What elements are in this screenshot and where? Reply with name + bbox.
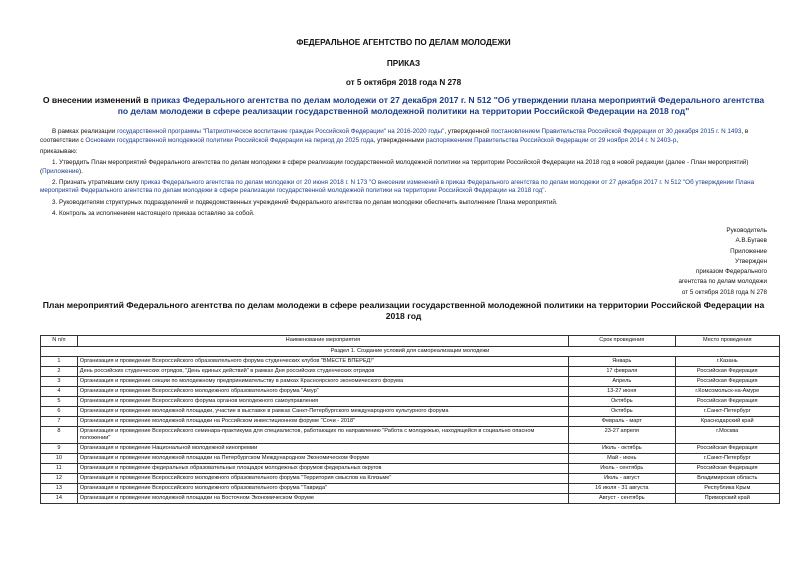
doc-date-number: от 5 октября 2018 года N 278 — [345, 78, 462, 87]
plan-title: План мероприятий Федерального агентства по делам молодежи в сфере реализации государственной молодежной политики на территории Российской Федерации на 2018 год — [42, 300, 765, 321]
approved-label: Утвержден — [734, 257, 767, 265]
row-date: 16 июля - 31 августа — [569, 484, 675, 494]
row-number: 11 — [41, 464, 78, 474]
row-place: Российская Федерация — [675, 377, 780, 387]
row-event-name: Организация и проведение секции по молодежному предпринимательству в рамках Красноярского экономического форума — [77, 377, 568, 387]
row-number: 7 — [41, 417, 78, 427]
item-2-text: 2. Признать утратившим силу — [52, 178, 141, 186]
row-event-name: Организация и проведение Всероссийского молодежного образовательного форума "Территория смыслов на Клязьме" — [77, 474, 568, 484]
table-row — [41, 387, 780, 397]
approved-by-date: от 5 октября 2018 года N 278 — [681, 288, 767, 296]
preamble-text-3: , в соответствии с — [40, 128, 749, 144]
row-number: 2 — [41, 367, 78, 377]
row-number: 10 — [41, 454, 78, 464]
row-place: г.Казань — [675, 357, 780, 367]
table-row — [41, 417, 780, 427]
table-row — [41, 494, 780, 504]
row-place: Приморский край — [675, 494, 780, 504]
doc-type-heading: ПРИКАЗ — [386, 59, 421, 68]
row-number: 1 — [41, 357, 78, 367]
approved-by-line-2: агентства по делам молодежи — [678, 278, 767, 286]
table-row — [41, 444, 780, 454]
preamble-text-2: , утвержденной — [444, 128, 492, 135]
item-2-end: . — [544, 187, 547, 195]
row-event-name: День российских студенческих отрядов, "День единых действий" в рамках Дня российских студенческих отрядов — [77, 367, 568, 377]
row-number: 3 — [41, 377, 78, 387]
row-number: 4 — [41, 387, 78, 397]
row-place: г.Комсомольск-на-Амуре — [675, 387, 780, 397]
preamble-link-program[interactable]: государственной программы "Патриотическое воспитание граждан Российской Федерации" на 2016-2020 годы" — [117, 128, 445, 135]
row-place: Республика Крым — [675, 484, 780, 494]
item-1-end: ). — [79, 167, 83, 175]
preamble-link-decree[interactable]: распоряжением Правительства Российской Федерации от 29 ноября 2014 г. N 2403-р — [425, 136, 677, 144]
row-event-name: Организация и проведение Всероссийского молодежного образовательного форума "Амур" — [77, 387, 568, 397]
row-date: Август - сентябрь — [569, 494, 675, 504]
row-date: Июль - октябрь — [569, 444, 675, 454]
section-title: Раздел 1. Создание условий для самореализации молодежи — [41, 347, 780, 357]
row-place: Российская Федерация — [675, 444, 780, 454]
row-date: Январь — [569, 357, 675, 367]
row-number: 14 — [41, 494, 78, 504]
title-prefix: О внесении изменений в — [42, 95, 151, 105]
preamble-text-4: , утвержденными — [373, 136, 426, 144]
signature-block — [678, 226, 767, 298]
row-place: Краснодарский край — [675, 417, 780, 427]
row-event-name: Организация и проведение молодежной площадки на Российском инвестиционном форуме "Сочи - 2018" — [77, 417, 568, 427]
preamble-text-5: , — [676, 136, 679, 144]
table-row — [41, 367, 780, 377]
row-date: Апрель — [569, 377, 675, 387]
table-row — [41, 427, 780, 444]
row-event-name: Организация и проведение молодежной площадки на Восточном Экономическом Форуме — [77, 494, 568, 504]
table-row — [41, 397, 780, 407]
item-2 — [40, 179, 777, 196]
row-event-name: Организация и проведение Всероссийского молодежного образовательного форума "Таврида" — [77, 484, 568, 494]
item-3: 3. Руководителям структурных подразделений и подведомственных учреждений Федерального агентства по делам молодежи обеспечить выполнение Плана мероприятий. — [52, 198, 558, 206]
row-place: г.Санкт-Петербург — [675, 454, 780, 464]
row-number: 12 — [41, 474, 78, 484]
row-date: 17 февраля — [569, 367, 675, 377]
row-number: 6 — [41, 407, 78, 417]
row-event-name: Организация и проведение Национальной молодежной кинопремии — [77, 444, 568, 454]
section-row — [41, 347, 780, 357]
order-body — [40, 128, 777, 221]
row-event-name: Организация и проведение молодежной площадки, участие в выставке в рамках Санкт-Петербургского международного культурного форума — [77, 407, 568, 417]
table-row — [41, 464, 780, 474]
row-number: 9 — [41, 444, 78, 454]
appendix-label: Приложение — [730, 247, 767, 255]
row-place: г.Москва — [675, 427, 780, 444]
row-date: Июль - сентябрь — [569, 464, 675, 474]
row-event-name: Организация и проведение молодежной площадки на Петербургском Международном Экономическом Форуме — [77, 454, 568, 464]
order-word: приказываю: — [40, 147, 78, 155]
preamble-link-resolution[interactable]: постановлением Правительства Российской Федерации от 30 декабря 2015 г. N 1493 — [491, 128, 742, 135]
row-number: 5 — [41, 397, 78, 407]
row-date: 13-27 июня — [569, 387, 675, 397]
row-date: Май - июнь — [569, 454, 675, 464]
plan-table — [40, 335, 780, 504]
row-event-name: Организация и проведение федеральных образовательных площадок молодежных форумов федеральных округов — [77, 464, 568, 474]
row-event-name: Организация и проведение Всероссийского семинара-практикума для специалистов, работающих по направлению "Работа с молодежью, находящейся в социально опасном положении" — [77, 427, 568, 444]
col-name-header: Наименование мероприятия — [77, 336, 568, 347]
row-date: Октябрь — [569, 397, 675, 407]
order-title — [40, 95, 767, 117]
row-place: г.Санкт-Петербург — [675, 407, 780, 417]
row-place: Российская Федерация — [675, 397, 780, 407]
row-place: Российская Федерация — [675, 367, 780, 377]
preamble-text-1: В рамках реализации — [52, 128, 118, 135]
table-header-row — [41, 336, 780, 347]
row-event-name: Организация и проведение Всероссийского форума органов молодежного самоуправления — [77, 397, 568, 407]
table-row — [41, 484, 780, 494]
col-date-header: Срок проведения — [569, 336, 675, 347]
preamble-link-basics[interactable]: Основами государственной молодежной политики Российской Федерации на период до 2025 года — [85, 136, 374, 144]
table-row — [41, 454, 780, 464]
preamble-paragraph — [40, 128, 777, 145]
col-number-header: N п/п — [41, 336, 78, 347]
table-row — [41, 407, 780, 417]
row-date: Октябрь — [569, 407, 675, 417]
row-date: Июль - август — [569, 474, 675, 484]
item-1-appendix-link[interactable]: Приложение — [42, 167, 80, 175]
item-1-text: 1. Утвердить План мероприятий Федерального агентства по делам молодежи в сфере реализации государственной молодежной политики на территории Российской Федерации на 2018 год в новой редакции (далее - План мероприятий) ( — [40, 158, 749, 175]
approved-by-line-1: приказом Федерального — [695, 268, 767, 276]
col-place-header: Место проведения — [675, 336, 780, 347]
table-row — [41, 474, 780, 484]
signature-name: А.В.Бугаев — [735, 237, 767, 245]
row-date: 23-27 апреля — [569, 427, 675, 444]
item-1 — [40, 159, 777, 176]
row-place: Российская Федерация — [675, 464, 780, 474]
row-event-name: Организация и проведение Всероссийского образовательного форума студенческих клубов "ВМЕСТЕ ВПЕРЕД!" — [77, 357, 568, 367]
item-4: 4. Контроль за исполнением настоящего приказа оставляю за собой. — [52, 209, 255, 217]
row-date: Февраль - март — [569, 417, 675, 427]
table-row — [41, 377, 780, 387]
item-2-order-link[interactable]: приказ Федерального агентства по делам молодежи от 20 июня 2018 г. N 173 "О внесении изменений в приказ Федерального агентства по делам молодежи от 27 декабря 2017 г. N 512 "Об утверждении Плана мероприятий Федерального агентства по делам молодежи в сфере реализации государственной молодежной политики на территории Российской Федерации на 2018 год" — [40, 178, 755, 195]
title-link[interactable]: приказ Федерального агентства по делам молодежи от 27 декабря 2017 г. N 512 "Об утверждении плана мероприятий Федерального агентства по делам молодежи в сфере реализации государственной молодежной политики на территории Российской Федерации на 2018 год" — [117, 95, 765, 116]
agency-heading: ФЕДЕРАЛЬНОЕ АГЕНТСТВО ПО ДЕЛАМ МОЛОДЕЖИ — [296, 38, 511, 47]
row-number: 13 — [41, 484, 78, 494]
row-number: 8 — [41, 427, 78, 444]
signature-role: Руководитель — [726, 227, 767, 234]
row-place: Владимирская область — [675, 474, 780, 484]
table-row — [41, 357, 780, 367]
